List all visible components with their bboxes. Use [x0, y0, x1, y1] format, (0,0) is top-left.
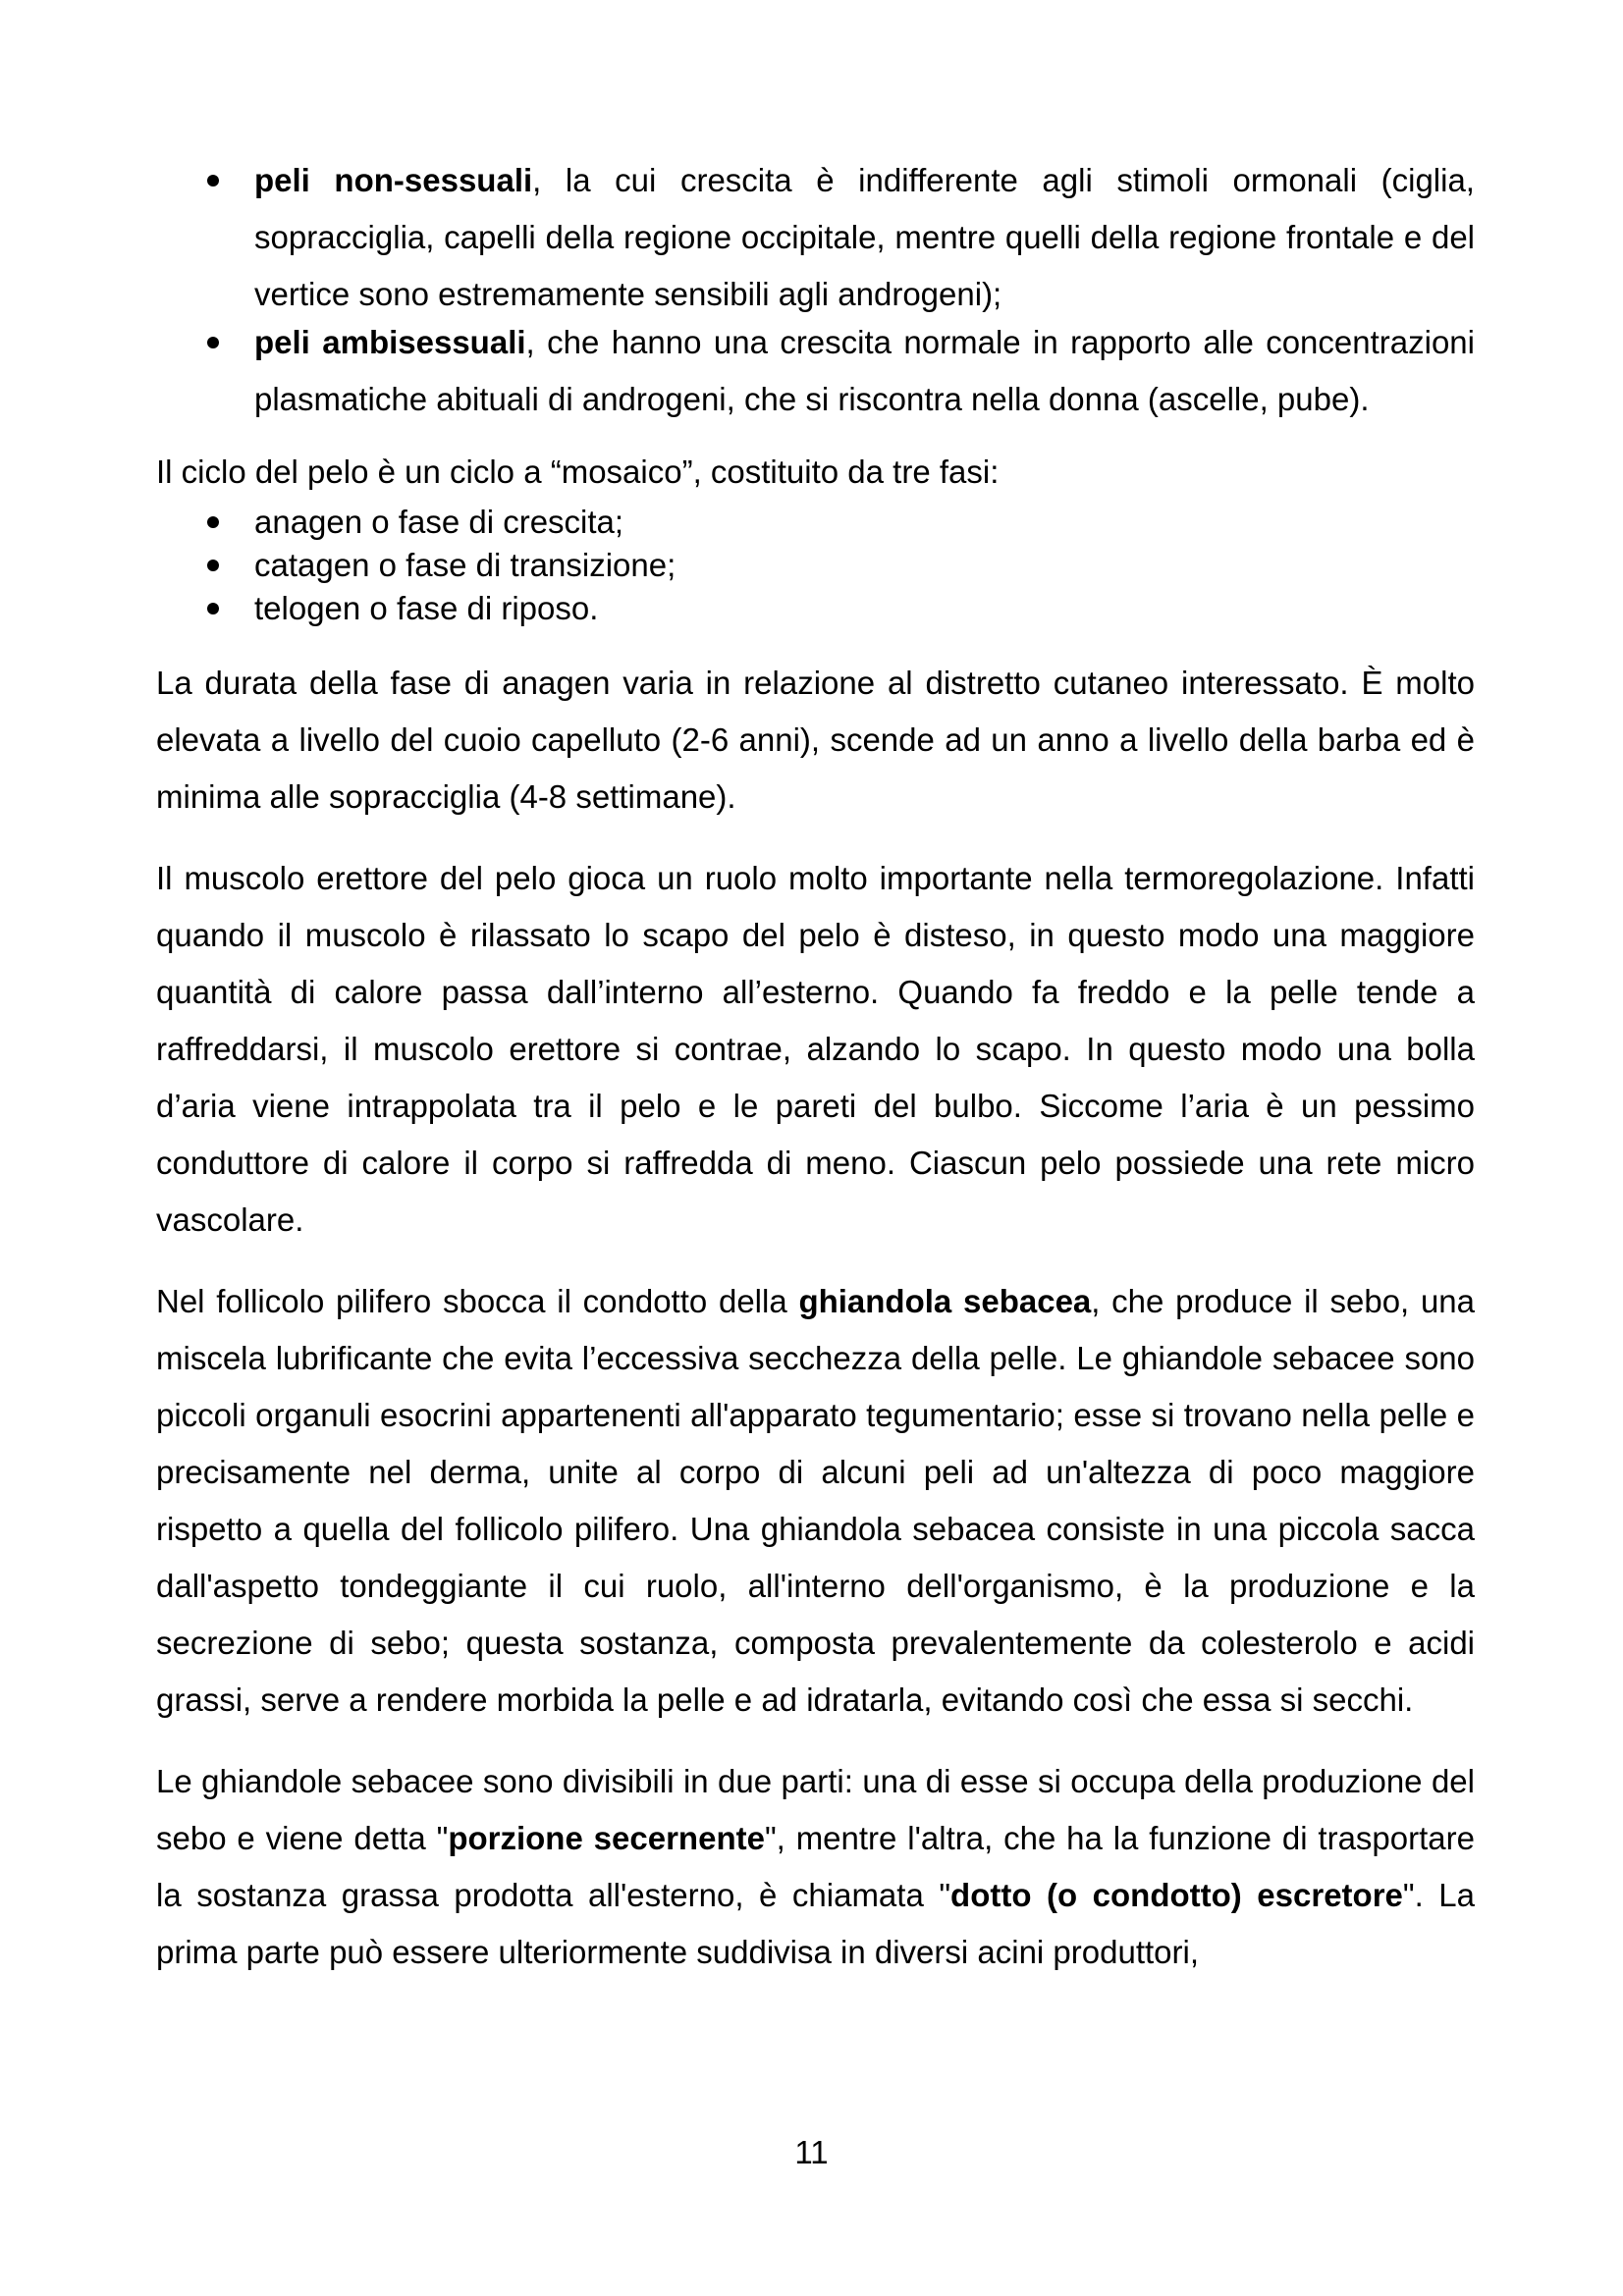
paragraph-ghiandola-sebacea [156, 1273, 1475, 1729]
list-item-text: catagen o fase di transizione; [254, 547, 676, 583]
list-item-text: telogen o fase di riposo. [254, 590, 599, 626]
list-item [156, 152, 1475, 323]
paragraph-parti-ghiandola [156, 1753, 1475, 1981]
term-bold: peli non-sessuali [254, 162, 533, 198]
bullet-icon [207, 603, 219, 614]
hair-cycle-phases-list [156, 501, 1475, 630]
list-item-text: , che hanno una crescita normale in rapporto alle concentrazioni plasmatiche abituali di androgeni, che si riscontra nella donna (ascelle, pube). [254, 324, 1475, 417]
term-bold: dotto (o condotto) escretore [950, 1877, 1403, 1913]
term-bold: ghiandola sebacea [798, 1283, 1092, 1319]
page-number: 11 [794, 2134, 829, 2170]
list-item [156, 544, 1475, 587]
paragraph-text: Le ghiandole sebacee sono divisibili in due parti: una di esse si occupa della produzione del sebo e viene detta " [156, 1763, 1475, 1856]
term-bold: porzione secernente [448, 1820, 765, 1856]
page-content [156, 152, 1475, 1981]
cycle-intro: Il ciclo del pelo è un ciclo a “mosaico”, costituito da tre fasi: [156, 454, 1000, 490]
paragraph-muscolo-erettore: Il muscolo erettore del pelo gioca un ruolo molto importante nella termoregolazione. Infatti quando il muscolo è rilassato lo scapo del pelo è disteso, in questo modo una maggiore quantità di calore passa dall’interno all’esterno. Quando fa freddo e la pelle tende a raffreddarsi, il muscolo erettore si contrae, alzando lo scapo. In questo modo una bolla d’aria viene intrappolata tra il pelo e le pareti del bulbo. Siccome l’aria è un pessimo conduttore di calore il corpo si raffredda di meno. Ciascun pelo possiede una rete micro vascolare. [156, 860, 1475, 1238]
list-item [156, 314, 1475, 428]
term-bold: peli ambisessuali [254, 324, 526, 360]
paragraph-text: ", mentre l'altra, che ha la funzione di trasportare la sostanza grassa prodotta all'esterno, è chiamata " [156, 1820, 1475, 1913]
paragraph-text: ". La prima parte può essere ulteriormente suddivisa in diversi acini produttori, [156, 1877, 1476, 1970]
list-item [156, 587, 1475, 630]
hair-type-list [156, 152, 1475, 428]
bullet-icon [207, 175, 219, 187]
bullet-icon [207, 516, 219, 528]
bullet-icon [207, 337, 219, 348]
bullet-icon [207, 560, 219, 571]
list-item-text: anagen o fase di crescita; [254, 504, 624, 540]
list-item [156, 501, 1475, 544]
paragraph-text: , che produce il sebo, una miscela lubrificante che evita l’eccessiva secchezza della pelle. Le ghiandole sebacee sono piccoli organuli esocrini appartenenti all'apparato tegumentario; esse si trovano nella pelle e precisamente nel derma, unite al corpo di alcuni peli ad un'altezza di poco maggiore rispetto a quella del follicolo pilifero. Una ghiandola sebacea consiste in una piccola sacca dall'aspetto tondeggiante il cui ruolo, all'interno dell'organismo, è la produzione e la secrezione di sebo; questa sostanza, composta prevalentemente da colesterolo e acidi grassi, serve a rendere morbida la pelle e ad idratarla, evitando così che essa si secchi. [156, 1283, 1476, 1718]
paragraph-text: Nel follicolo pilifero sbocca il condotto della [156, 1283, 799, 1319]
list-item-text: , la cui crescita è indifferente agli stimoli ormonali (ciglia, sopracciglia, capelli della regione occipitale, mentre quelli della regione frontale e del vertice sono estremamente sensibili agli androgeni); [254, 162, 1475, 312]
paragraph-anagen: La durata della fase di anagen varia in relazione al distretto cutaneo interessato. È molto elevata a livello del cuoio capelluto (2-6 anni), scende ad un anno a livello della barba ed è minima alle sopracciglia (4-8 settimane). [156, 665, 1475, 815]
